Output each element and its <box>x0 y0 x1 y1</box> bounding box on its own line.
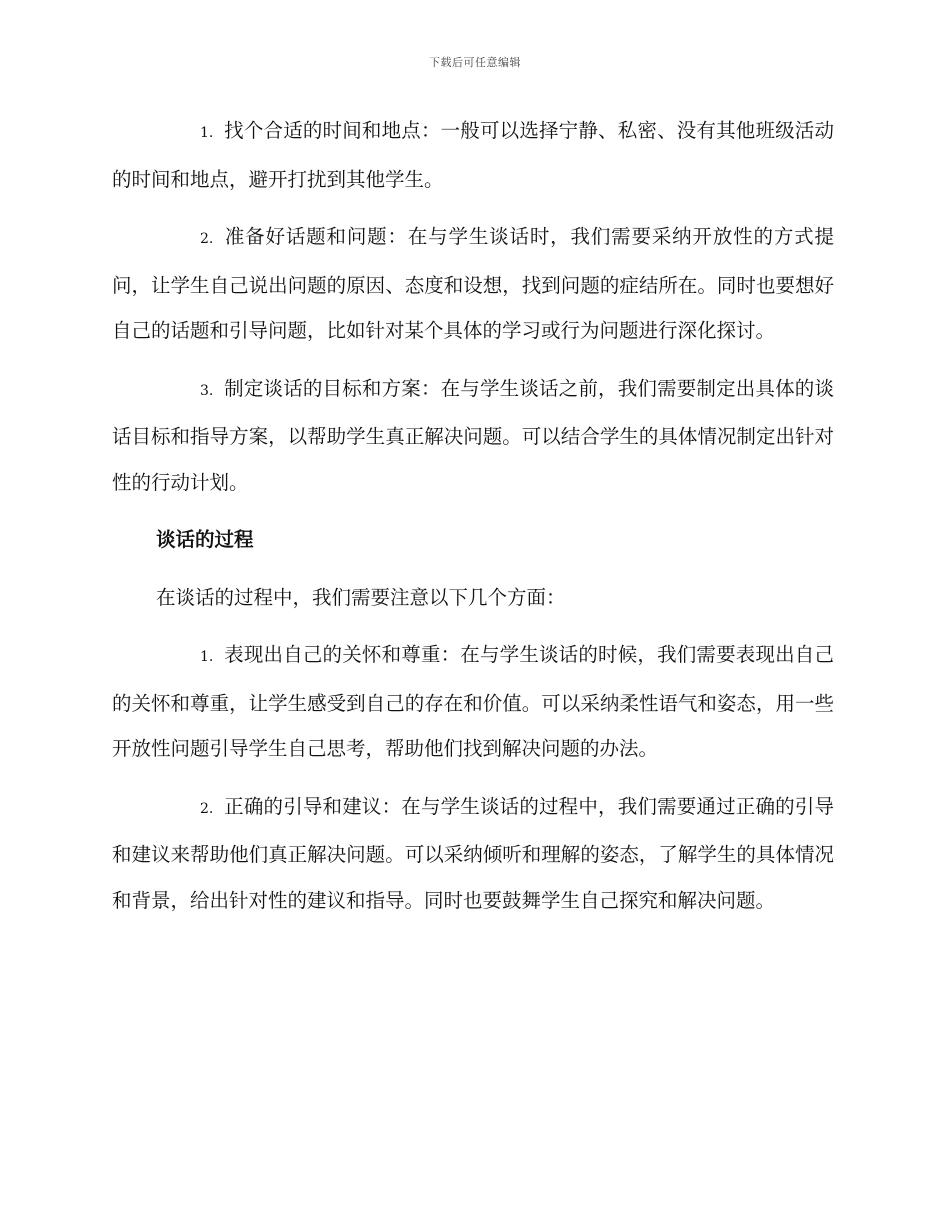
prep-item-1-number: 1. <box>200 125 214 141</box>
prep-item-2 <box>112 214 834 354</box>
process-item-1-number: 1. <box>200 649 214 665</box>
process-item-2 <box>112 784 834 924</box>
prep-item-1 <box>112 108 834 202</box>
prep-item-3-text: 制定谈话的目标和方案：在与学生谈话之前，我们需要制定出具体的谈话目标和指导方案，以帮助学生真正解决问题。可以结合学生的具体情况制定出针对性的行动计划。 <box>112 376 834 494</box>
document-body <box>112 108 834 935</box>
page-header: 下载后可任意编辑 <box>429 56 521 69</box>
section-intro: 在谈话的过程中，我们需要注意以下几个方面： <box>156 585 566 609</box>
prep-item-3 <box>112 366 834 506</box>
section-heading: 谈话的过程 <box>156 528 254 551</box>
prep-item-1-text: 找个合适的时间和地点：一般可以选择宁静、私密、没有其他班级活动的时间和地点，避开打扰到其他学生。 <box>112 119 834 191</box>
process-item-1 <box>112 632 834 772</box>
process-item-1-text: 表现出自己的关怀和尊重：在与学生谈话的时候，我们需要表现出自己的关怀和尊重，让学生感受到自己的存在和价值。可以采纳柔性语气和姿态，用一些开放性问题引导学生自己思考，帮助他们找到解决问题的办法。 <box>112 643 834 760</box>
prep-item-3-number: 3. <box>200 382 214 399</box>
prep-item-2-text: 准备好话题和问题：在与学生谈话时，我们需要采纳开放性的方式提问，让学生自己说出问题的原因、态度和设想，找到问题的症结所在。同时也要想好自己的话题和引导问题，比如针对某个具体的学习或行为问题进行深化探讨。 <box>112 225 834 342</box>
process-item-2-number: 2. <box>200 800 214 817</box>
process-item-2-text: 正确的引导和建议：在与学生谈话的过程中，我们需要通过正确的引导和建议来帮助他们真正解决问题。可以采纳倾听和理解的姿态，了解学生的具体情况和背景，给出针对性的建议和指导。同时也要鼓舞学生自己探究和解决问题。 <box>112 794 834 912</box>
prep-item-2-number: 2. <box>200 231 214 247</box>
